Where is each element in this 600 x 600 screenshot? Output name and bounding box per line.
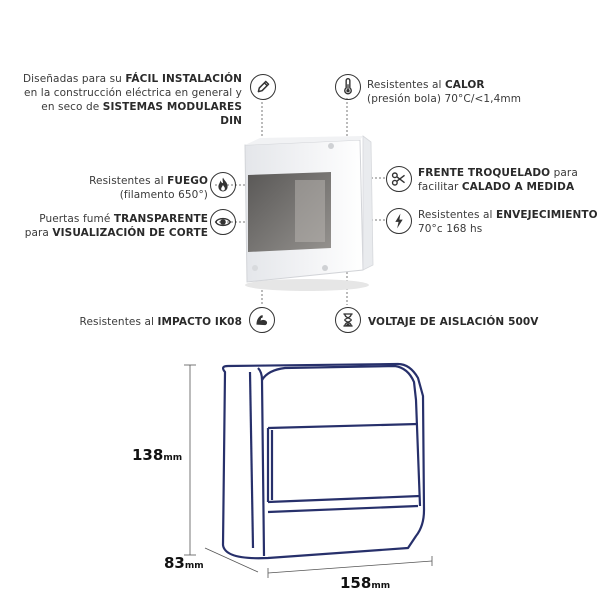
feature-installation: Diseñadas para su FÁCIL INSTALACIÓN en la construcción eléctrica en general y en seco de SISTEMAS MODULARES DIN <box>22 73 242 127</box>
feature-fire: Resistentes al FUEGO (filamento 650°) <box>89 175 208 201</box>
feature-voltage: VOLTAJE DE AISLACIÓN 500V <box>368 316 539 328</box>
dimension-height: 138mm <box>132 446 183 464</box>
feature-heat: Resistentes al CALOR (presión bola) 70°C/<1,4mm <box>367 79 522 105</box>
feature-impact: Resistentes al IMPACTO IK08 <box>79 316 242 328</box>
dimension-width: 158mm <box>340 574 391 592</box>
feature-door: Puertas fumé TRANSPARENTE para VISUALIZACIÓN DE CORTE <box>24 213 208 239</box>
feature-aging: Resistentes al ENVEJECIMIENTO 70°c 168 hs <box>418 209 598 235</box>
feature-cut: FRENTE TROQUELADO para facilitar CALADO A MEDIDA <box>418 167 578 193</box>
dimension-depth: 83mm <box>164 554 204 572</box>
